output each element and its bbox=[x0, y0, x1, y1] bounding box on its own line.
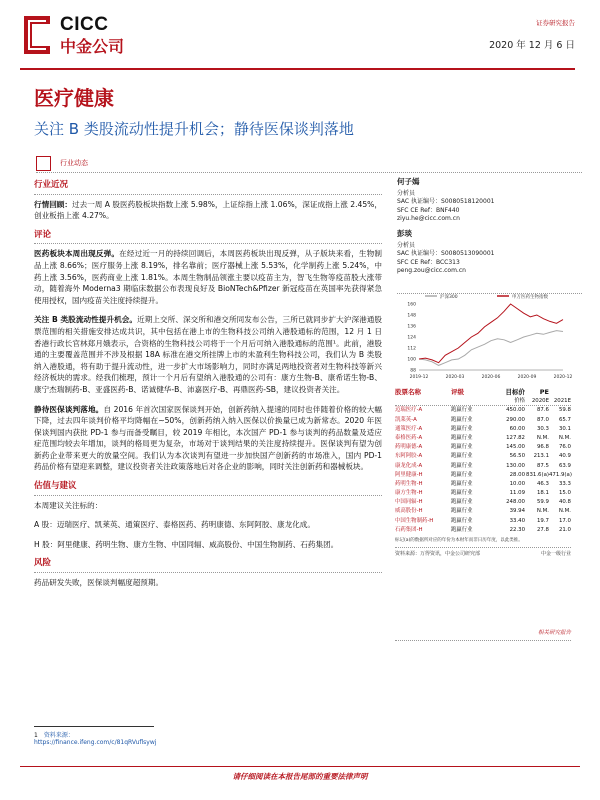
sector-title: 医疗健康 bbox=[34, 86, 114, 110]
analyst-card bbox=[397, 178, 567, 224]
table-header-row bbox=[395, 388, 571, 397]
analyst-card bbox=[397, 230, 567, 276]
table-cell: 跑赢行业 bbox=[451, 425, 473, 432]
y-tick-label: 160 bbox=[407, 302, 416, 308]
x-tick-label: 2020-03 bbox=[445, 375, 465, 380]
table-header-cell: 股票名称 bbox=[395, 388, 421, 396]
valuation-intro: 本周建议关注标的： bbox=[34, 500, 103, 510]
header-divider bbox=[20, 68, 575, 70]
table-cell: 药明生物-H bbox=[395, 480, 423, 487]
table-header-cell: 目标价 bbox=[505, 388, 525, 396]
main-column bbox=[34, 180, 382, 597]
table-cell: 中国同辐-H bbox=[395, 499, 423, 506]
cicc-logo bbox=[20, 12, 140, 62]
table-source bbox=[395, 547, 571, 557]
legend-label: 申万医药生物指数 bbox=[512, 295, 548, 300]
table-cell: 87.0 bbox=[536, 416, 549, 423]
table-cell: N.M. bbox=[536, 508, 549, 515]
table-row bbox=[395, 489, 571, 498]
comment-lead-2: 关注 B 类股流动性提升机会。 bbox=[34, 315, 138, 325]
report-date: 2020 年 12 月 6 日 bbox=[489, 40, 575, 51]
table-cell: 30.3 bbox=[536, 425, 549, 432]
section-title-comment: 评论 bbox=[34, 230, 382, 245]
table-cell: 跑赢行业 bbox=[451, 462, 473, 469]
section-title-valuation: 估值与建议 bbox=[34, 481, 382, 496]
table-cell: 145.00 bbox=[506, 444, 525, 451]
table-cell: 跑赢行业 bbox=[451, 416, 473, 423]
table-cell: 跑赢行业 bbox=[451, 471, 473, 478]
table-cell: 康方生物-H bbox=[395, 490, 423, 497]
footnote-number: 1 bbox=[34, 732, 38, 739]
comment-text-3: 自 2016 年首次国家医保谈判开始，创新药纳入提速的同时也伴随着价格的较大幅下降，过去四年谈判价格平均降幅在~50%，创新药纳入纳入医保以价换量已成为新常态。2020 年医保谈判国内获批 PD-1 参与而备受瞩目，较 2019 年相比，本次国产 PD-1 参与谈判的药品数量及适应症范围均较去年增加，谈判的格局更为复杂，市场对于谈判结果的关注度持续提升。医保谈判有望为创新药企业带来更大的放量空间。我们认为本次谈判有望进一步加快国产创新药的市场准入，国内 PD-1 药品价格有望迎来调整，建议投资者关注政策落地后对各企业的影响，同时关注创新药和器械板块。 bbox=[34, 404, 382, 472]
performance-chart bbox=[397, 290, 573, 390]
analyst-role: 分析员 bbox=[397, 189, 416, 197]
table-cell: 33.40 bbox=[509, 517, 525, 524]
table-cell: 迈瑞医疗-A bbox=[395, 407, 423, 414]
x-tick-label: 2020-12 bbox=[553, 375, 573, 380]
comment-lead-3: 静待医保谈判落地。 bbox=[34, 404, 104, 414]
table-cell: 威高股份-H bbox=[395, 508, 423, 515]
table-row bbox=[395, 452, 571, 461]
analyst-role: 分析员 bbox=[397, 241, 416, 249]
footnote bbox=[34, 726, 157, 746]
table-cell: 跑赢行业 bbox=[451, 407, 473, 414]
analyst-email[interactable]: ziyu.he@cicc.com.cn bbox=[397, 215, 460, 223]
valuation-h-shares: H 股：阿里健康、药明生物、康方生物、中国同辐、威高股份、中国生物制药、石药集团。 bbox=[34, 539, 339, 549]
footnote-label: 资料来源： bbox=[43, 732, 74, 739]
table-row bbox=[395, 434, 571, 443]
table-cell: 76.0 bbox=[558, 444, 571, 451]
analyst-sfc: SFC CE Ref：BCC313 bbox=[397, 258, 460, 266]
comment-paragraph-1 bbox=[34, 248, 382, 306]
table-cell: 40.9 bbox=[558, 453, 571, 460]
table-header-row bbox=[395, 397, 571, 406]
logo-en: CICC bbox=[60, 14, 109, 35]
table-cell: 21.0 bbox=[558, 526, 571, 533]
table-cell: 跑赢行业 bbox=[451, 480, 473, 487]
table-body bbox=[395, 406, 571, 535]
table-header-cell: 2021E bbox=[553, 398, 571, 405]
y-tick-label: 136 bbox=[407, 324, 416, 330]
table-cell: 46.3 bbox=[536, 480, 549, 487]
x-tick-label: 2020-06 bbox=[481, 375, 501, 380]
table-row bbox=[395, 517, 571, 526]
analyst-sfc: SFC CE Ref：BNF440 bbox=[397, 206, 460, 214]
table-header-cell: 评级 bbox=[451, 388, 464, 396]
x-tick-label: 2020-09 bbox=[517, 375, 537, 380]
table-row bbox=[395, 416, 571, 425]
report-tag: 证券研究报告 bbox=[536, 19, 575, 27]
table-cell: 东阿阿胶-A bbox=[395, 453, 423, 460]
table-cell: 跑赢行业 bbox=[451, 444, 473, 451]
comment-paragraph-3 bbox=[34, 404, 382, 474]
table-cell: 15.0 bbox=[558, 490, 571, 497]
table-row bbox=[395, 480, 571, 489]
table-cell: 40.8 bbox=[558, 499, 571, 506]
y-tick-label: 88 bbox=[410, 368, 416, 374]
comment-lead-1: 医药板块本周出现反弹。 bbox=[34, 249, 120, 259]
table-cell: 87.6 bbox=[536, 407, 549, 414]
valuation-a-shares: A 股：迈瑞医疗、凯莱英、通策医疗、泰格医药、药明康德、东阿阿胶、康龙化成。 bbox=[34, 520, 315, 530]
table-cell: 213.1 bbox=[533, 453, 549, 460]
table-header-cell: PE bbox=[539, 388, 549, 396]
analyst-name: 何子嫣 bbox=[397, 177, 420, 186]
table-cell: 泰格医药-A bbox=[395, 434, 423, 441]
analyst-cert: SAC 执证编号：S0080518120001 bbox=[397, 198, 495, 206]
table-row bbox=[395, 406, 571, 415]
table-row bbox=[395, 498, 571, 507]
logo-cn: 中金公司 bbox=[60, 37, 125, 56]
table-note: 标记(a)的数据所对应的年份为本财年而非日历年度，以此类推。 bbox=[395, 538, 523, 543]
report-type: 行业动态 bbox=[36, 158, 88, 168]
table-cell: 471.9(a) bbox=[549, 471, 572, 478]
table-header-cell bbox=[549, 388, 571, 397]
overview-paragraph bbox=[34, 199, 382, 222]
y-tick-label: 112 bbox=[407, 346, 416, 352]
section-title-risk: 风险 bbox=[34, 558, 382, 573]
table-cell: 30.1 bbox=[558, 425, 571, 432]
analyst-cert: SAC 执证编号：S0080513090001 bbox=[397, 250, 495, 258]
risk-text: 药品研发失败，医保谈判幅度超预期。 bbox=[34, 578, 164, 588]
table-row bbox=[395, 507, 571, 516]
table-cell: 60.00 bbox=[509, 425, 525, 432]
y-tick-label: 148 bbox=[407, 313, 416, 319]
cicc-logo-mark-icon bbox=[20, 12, 54, 58]
divider bbox=[36, 172, 582, 173]
table-cell: 33.3 bbox=[558, 480, 571, 487]
header-meta bbox=[489, 18, 575, 51]
table-cell: 450.00 bbox=[506, 407, 525, 414]
table-header-cell bbox=[451, 397, 495, 405]
y-tick-label: 124 bbox=[407, 335, 416, 341]
comment-text-2: 近期上交所、深交所和港交所同发布公告，三所已就同步扩大沪深港通股票范围的相关措施安排达成共识，其中包括在港上市的生物科技公司纳入港股通标的范围，12 月 1 日香港行政长官林郑月娥表示，合资格的生物科技公司将于一个月后可纳入港股通标的范围¹。此前，港股通的主要覆盖范围并不涉及根据 18A 标准在港交所挂牌上市的未盈利生物科技公司，我们认为 B 类股纳入港股通，将有助于提升流动性，进一步扩大市场影响力，同时亦满足两地投资者对生物科技等新兴经济板块的需求。经我们梳理，预计一个月后有望纳入港股通的公司有：康方生物-B、康希诺生物-B、康宁杰瑞制药-B、亚盛医药-B、诺诚健华-B、沛嘉医疗-B、再鼎医药-SB，建议投资者关注。 bbox=[34, 315, 383, 394]
table-cell: 290.00 bbox=[506, 416, 525, 423]
table-cell: 跑赢行业 bbox=[451, 453, 473, 460]
table-header-cell bbox=[395, 397, 451, 405]
table-cell: 56.50 bbox=[509, 453, 525, 460]
table-row bbox=[395, 471, 571, 480]
table-row bbox=[395, 425, 571, 434]
analyst-email[interactable]: peng.zou@cicc.com.cn bbox=[397, 267, 466, 275]
table-source-right: 中金一级行业 bbox=[540, 551, 571, 557]
table-source-left: 资料来源：万得资讯，中金公司研究部 bbox=[395, 551, 481, 557]
x-tick-label: 2019-12 bbox=[409, 375, 429, 380]
table-header-cell: 2020E bbox=[531, 398, 549, 405]
table-cell: 59.9 bbox=[536, 499, 549, 506]
table-cell: 59.8 bbox=[558, 407, 571, 414]
table-row bbox=[395, 443, 571, 452]
table-row bbox=[395, 462, 571, 471]
table-cell: 凯莱英-A bbox=[395, 416, 417, 423]
report-headline: 关注 B 类股流动性提升机会；静待医保谈判落地 bbox=[34, 120, 354, 138]
y-tick-label: 100 bbox=[407, 357, 416, 363]
analyst-name: 彭琰 bbox=[397, 228, 412, 238]
table-cell: 18.1 bbox=[536, 490, 549, 497]
table-cell: 65.7 bbox=[558, 416, 571, 423]
legal-notice: 请仔细阅读在本报告尾部的重要法律声明 bbox=[232, 772, 368, 781]
footer-divider bbox=[20, 766, 580, 767]
table-cell: N.M. bbox=[536, 434, 549, 441]
table-cell: 10.00 bbox=[509, 480, 525, 487]
series-line bbox=[419, 304, 563, 363]
table-cell: 药明康德-A bbox=[395, 444, 423, 451]
table-cell: 22.30 bbox=[509, 526, 525, 533]
section-title-overview: 行业近况 bbox=[34, 180, 382, 195]
footnote-url[interactable]: https://finance.ifeng.com/c/81qRVuflsywj bbox=[34, 739, 157, 746]
table-cell: 831.6(a) bbox=[526, 471, 549, 478]
table-cell: 28.00 bbox=[509, 471, 525, 478]
overview-text: 过去一周 A 股医药股板块指数上涨 5.98%，上证综指上涨 1.06%，深证成指上涨 2.45%，创业板指上涨 4.27%。 bbox=[34, 199, 383, 221]
comment-text-1: 在经过近一月的持续回调后，本周医药板块出现反弹，从子版块来看，生物制品上涨 8.66%；医疗服务上涨 8.19%，排名靠前；医疗器械上涨 5.53%，化学制药上涨 5.24%，中药上涨 3.56%，医药商业上涨 1.81%。本周生物制品领涨主要以疫苗主为，智飞生物等疫苗股大涨带动，随着海外 Moderna3 期临床数据公布表现良好及 BioNTech&Pfizer 新冠疫苗在英国率先获得紧急使用授权，国内疫苗关注度持续提升。 bbox=[34, 249, 383, 305]
table-cell: 17.0 bbox=[558, 517, 571, 524]
overview-lead: 行情回顾： bbox=[34, 199, 72, 209]
table-cell: 阿里健康-H bbox=[395, 471, 423, 478]
table-cell: 中国生物制药-H bbox=[395, 517, 434, 524]
table-cell: 跑赢行业 bbox=[451, 499, 473, 506]
table-cell: 130.00 bbox=[506, 462, 525, 469]
comment-paragraph-2 bbox=[34, 314, 382, 395]
table-cell: 27.8 bbox=[536, 526, 549, 533]
table-cell: 跑赢行业 bbox=[451, 490, 473, 497]
table-cell: 63.9 bbox=[558, 462, 571, 469]
table-cell: 康龙化成-A bbox=[395, 462, 423, 469]
related-research: 相关研究报告 bbox=[395, 628, 571, 641]
table-cell: 跑赢行业 bbox=[451, 508, 473, 515]
table-cell: 跑赢行业 bbox=[451, 526, 473, 533]
table-cell: 11.09 bbox=[509, 490, 525, 497]
table-cell: 跑赢行业 bbox=[451, 434, 473, 441]
legend-label: 沪深300 bbox=[440, 295, 458, 300]
rating-table bbox=[395, 388, 571, 557]
table-cell: 跑赢行业 bbox=[451, 517, 473, 524]
table-cell: N.M. bbox=[558, 434, 571, 441]
table-row bbox=[395, 526, 571, 535]
table-cell: 96.8 bbox=[536, 444, 549, 451]
table-cell: 石药集团-H bbox=[395, 526, 423, 533]
table-cell: 87.5 bbox=[536, 462, 549, 469]
table-header-cell: 价格 bbox=[514, 398, 525, 405]
table-cell: 39.94 bbox=[509, 508, 525, 515]
table-cell: 通策医疗-A bbox=[395, 425, 423, 432]
table-cell: 19.7 bbox=[536, 517, 549, 524]
analyst-column bbox=[397, 178, 567, 282]
table-cell: N.M. bbox=[558, 508, 571, 515]
table-cell: 127.82 bbox=[506, 434, 525, 441]
table-cell: 248.00 bbox=[506, 499, 525, 506]
